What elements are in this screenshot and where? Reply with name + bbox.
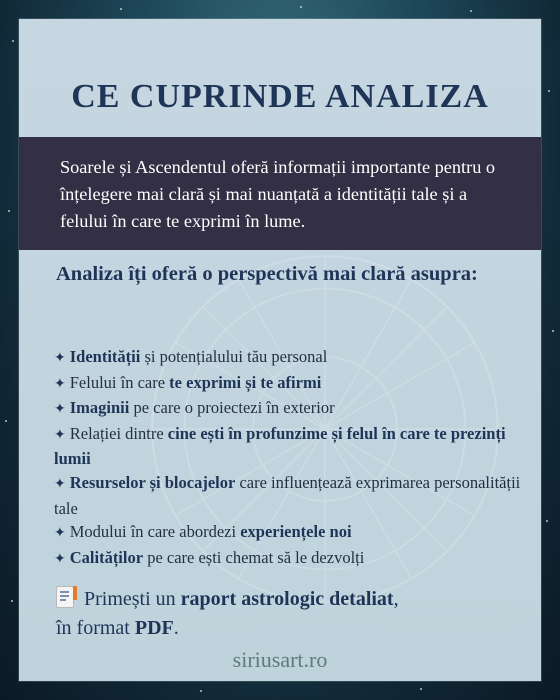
list-item: [54, 546, 524, 572]
star-bullet-icon: ✦: [54, 401, 66, 418]
star-bullet-icon: ✦: [54, 550, 66, 567]
list-item: [54, 371, 524, 397]
item-bold-text: experiențele noi: [240, 522, 352, 542]
benefits-list: [54, 345, 524, 571]
item-text: și potențialului tău personal: [140, 347, 328, 366]
star-bullet-icon: ✦: [54, 375, 66, 392]
intro-text: Soarele și Ascendentul oferă informații importante pentru o înțelegere mai clară și mai nuanțată a identității tale și a felului în care te exprimi în lume.: [60, 157, 496, 231]
star-bullet-icon: ✦: [54, 525, 66, 542]
memo-icon: [56, 586, 74, 608]
report-text: Primești un: [84, 588, 181, 610]
report-end-punct: .: [173, 617, 179, 639]
report-format: PDF: [134, 617, 174, 639]
page-title: CE CUPRINDE ANALIZA: [71, 78, 489, 115]
report-punct: ,: [393, 588, 399, 610]
item-bold-text: Identității: [69, 347, 141, 366]
star-bullet-icon: ✦: [54, 426, 66, 443]
item-text: Felului în care: [69, 372, 170, 392]
star-bullet-icon: ✦: [54, 475, 66, 492]
star-bullet-icon: ✦: [54, 350, 66, 366]
report-text-line2: în format: [56, 617, 135, 639]
list-item: [54, 520, 524, 546]
item-text: Modului în care abordezi: [69, 522, 241, 542]
report-note: [56, 585, 516, 643]
item-bold-text: Imaginii: [69, 398, 130, 418]
item-text: Relației dintre: [69, 423, 168, 443]
report-bold-text: raport astrologic detaliat: [180, 588, 394, 610]
list-item: [54, 396, 524, 422]
item-bold-text: cine ești în profunzime și felul în care te prezinți lumii: [54, 423, 506, 469]
item-bold-text: Resurselor și blocajelor: [69, 472, 236, 492]
item-text: care influențează exprimarea personalității tale: [54, 472, 521, 518]
info-card: [19, 19, 541, 681]
item-text: pe care ești chemat să le dezvolți: [143, 547, 365, 567]
list-item: [54, 471, 524, 520]
intro-band: [19, 137, 541, 250]
item-text: pe care o proiectezi în exterior: [129, 398, 335, 418]
item-bold-text: Calităților: [69, 547, 144, 567]
item-bold-text: te exprimi și te afirmi: [169, 372, 322, 392]
website-link[interactable]: siriusart.ro: [232, 647, 328, 672]
list-item: [54, 422, 524, 471]
subheading: Analiza îți oferă o perspectivă mai clară asupra:: [56, 263, 478, 285]
list-item: [54, 345, 524, 371]
